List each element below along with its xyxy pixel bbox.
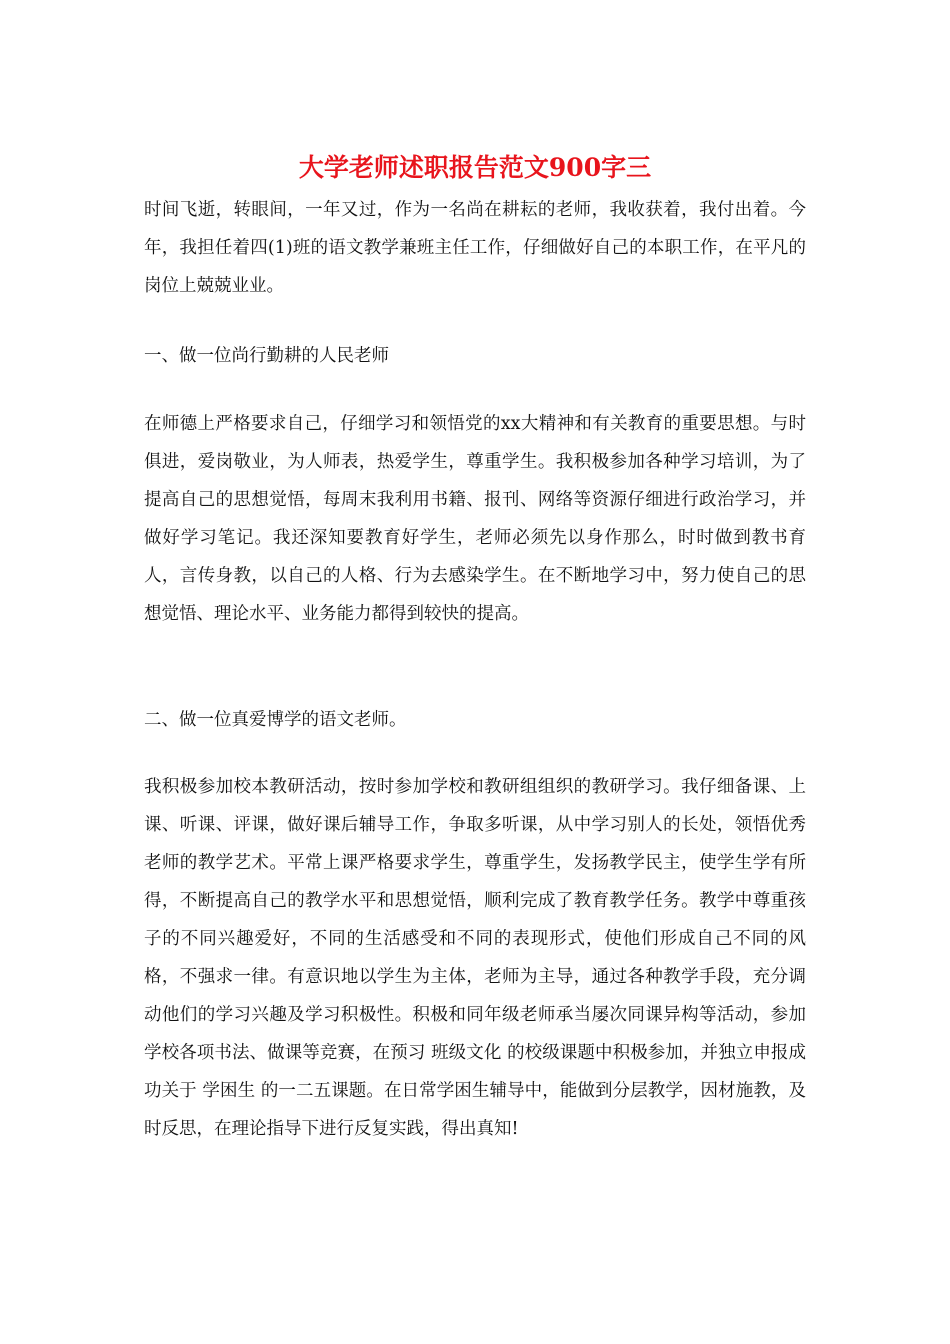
intro-paragraph: 时间飞逝，转眼间，一年又过，作为一名尚在耕耘的老师，我收获着，我付出着。今年，我担任着四(1)班的语文教学兼班主任工作，仔细做好自己的本职工作，在平凡的岗位上兢兢业业。	[144, 200, 806, 296]
section-2-paragraph: 我积极参加校本教研活动，按时参加学校和教研组组织的教研学习。我仔细备课、上课、听课、评课，做好课后辅导工作，争取多听课，从中学习别人的长处，领悟优秀老师的教学艺术。平常上课严格要求学生，尊重学生，发扬教学民主，使学生学有所得，不断提高自己的教学水平和思想觉悟，顺利完成了教育教学任务。教学中尊重孩子的不同兴趣爱好，不同的生活感受和不同的表现形式，使他们形成自己不同的风格，不强求一律。有意识地以学生为主体，老师为主导，通过各种教学手段，充分调动他们的学习兴趣及学习积极性。积极和同年级老师承当屡次同课异构等活动，参加学校各项书法、做课等竞赛，在预习 班级文化 的校级课题中积极参加，并独立申报成功关于 学困生 的一二五课题。在日常学困生辅导中，能做到分层教学，因材施教，及时反思，在理论指导下进行反复实践，得出真知!	[144, 777, 806, 1139]
section-1-paragraph: 在师德上严格要求自己，仔细学习和领悟党的xx大精神和有关教育的重要思想。与时俱进，爱岗敬业，为人师表，热爱学生，尊重学生。我积极参加各种学习培训，为了提高自己的思想觉悟，每周末我利用书籍、报刊、网络等资源仔细进行政治学习，并做好学习笔记。我还深知要教育好学生，老师必须先以身作那么，时时做到教书育人，言传身教，以自己的人格、行为去感染学生。在不断地学习中，努力使自己的思想觉悟、理论水平、业务能力都得到较快的提高。	[144, 414, 806, 624]
document-title: 大学老师述职报告范文900字三	[298, 153, 652, 182]
section-1-heading: 一、做一位尚行勤耕的人民老师	[144, 346, 389, 366]
section-2-heading: 二、做一位真爱博学的语文老师。	[144, 710, 407, 730]
